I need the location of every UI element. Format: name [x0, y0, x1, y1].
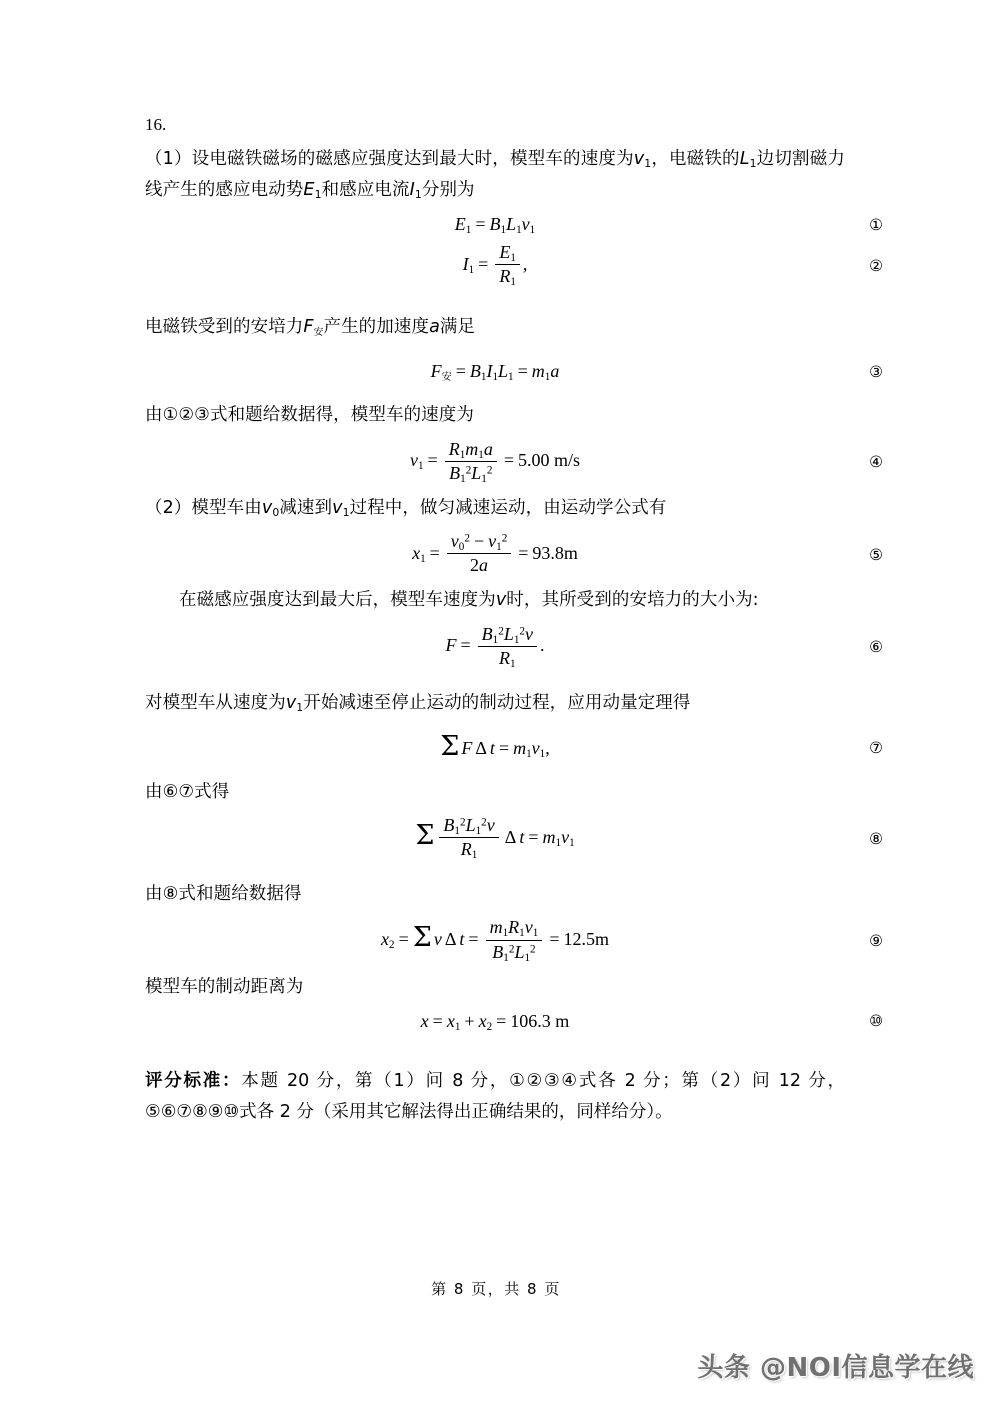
equation-10-body: $x = x_1 + x_2 = 106.3$ m [420, 1010, 570, 1033]
from-eq8-label: 由⑧式和题给数据得 [145, 884, 302, 905]
equation-4-row [145, 438, 883, 485]
equation-5-body: $x_1$ = $\frac{v_0^2 - v_1^2}{2a}$ = 93.8m [412, 531, 578, 576]
equation-tag-8: ⑧ [869, 829, 883, 848]
derive-speed-intro: 由①②③式和题给数据得，模型车的速度为 [145, 405, 474, 426]
equation-tag-6: ⑥ [869, 638, 883, 657]
equation-8-row [145, 814, 883, 862]
ampere-force-intro: 电磁铁受到的安培力F安产生的加速度a满足 [145, 317, 476, 339]
equation-9-row [145, 917, 883, 964]
equation-tag-7: ⑦ [869, 738, 883, 757]
equation-tag-3: ③ [869, 362, 883, 381]
equation-1-row [145, 214, 883, 237]
equation-9-body: $x_2 = \Sigma$ v Δ t = $\frac{m_1R_1v_1}{B_1^2L_1^2}$ = 12.5m [381, 917, 609, 964]
part1-intro-paragraph: （1）设电磁铁磁场的磁感应强度达到最大时，模型车的速度为$v_1$，电磁铁的$L_1$边切割磁力线产生的感应电动势$E_1$和感应电流$I_1$分别为 [145, 149, 846, 202]
watermark: 头条 @NOI信息学在线 [697, 1353, 974, 1383]
equation-7-body: Σ F Δ $t = m_1v_1$, [440, 730, 550, 762]
equation-tag-1: ① [869, 215, 883, 234]
equation-6-row [145, 623, 883, 670]
equation-10-row [145, 1010, 883, 1033]
equation-3-row [145, 361, 883, 384]
braking-distance-label: 模型车的制动距离为 [145, 976, 304, 997]
after-max-field-paragraph: 在磁感应强度达到最大后，模型车速度为v时，其所受到的安培力的大小为: [179, 590, 759, 611]
impulse-theorem-intro: 对模型车从速度为$v_1$开始减速至停止运动的制动过程，应用动量定理得 [145, 692, 691, 714]
equation-tag-5: ⑤ [869, 545, 883, 564]
eq4-result: 5.00 m/s [518, 450, 581, 471]
grading-criteria-label: 评分标准： [145, 1070, 242, 1091]
equation-tag-4: ④ [869, 453, 883, 472]
grading-criteria [145, 1066, 845, 1128]
page-footer: 第 8 页，共 8 页 [431, 1280, 561, 1298]
equation-tag-10: ⑩ [869, 1012, 883, 1031]
equation-2-body: $I_1$ = $\frac{E_1}{R_1}$ , [462, 242, 528, 289]
eq9-result: 12.5m [563, 929, 609, 950]
part2-intro-paragraph: （2）模型车由$v_0$减速到$v_1$过程中，做匀减速运动，由运动学公式有 [145, 497, 667, 519]
equation-3-body: F安 = $B_1I_1L_1 = m_1a$ [430, 361, 560, 384]
equation-tag-9: ⑨ [869, 932, 883, 951]
grading-criteria-body: 本题 20 分，第（1）问 8 分，①②③④式各 2 分；第（2）问 12 分，⑤⑥⑦⑧⑨⑩式各 2 分（采用其它解法得出正确结果的，同样给分）。 [145, 1070, 846, 1122]
equation-8-body: Σ $\frac{B_1^2L_1^2v}{R_1}$ Δ $t = m_1v_1$ [415, 814, 575, 862]
page-content [145, 112, 883, 1128]
equation-1-body: $E_1 = B_1L_1v_1$ [454, 214, 536, 237]
equation-4-body: $v_1$ = $\frac{R_1m_1a}{B_1^2L_1^2}$ = 5.00 m/s [409, 438, 581, 485]
equation-6-body: F = $\frac{B_1^2L_1^2v}{R_1}$ . [445, 623, 545, 670]
eq5-result: 93.8m [532, 542, 578, 563]
equation-tag-2: ② [869, 256, 883, 275]
question-number: 16. [145, 115, 167, 134]
equation-7-row [145, 730, 883, 762]
equation-5-row [145, 531, 883, 577]
equation-2-row [145, 242, 883, 289]
eq10-result: 106.3 m [510, 1010, 570, 1031]
from-eq67-label: 由⑥⑦式得 [145, 781, 230, 802]
